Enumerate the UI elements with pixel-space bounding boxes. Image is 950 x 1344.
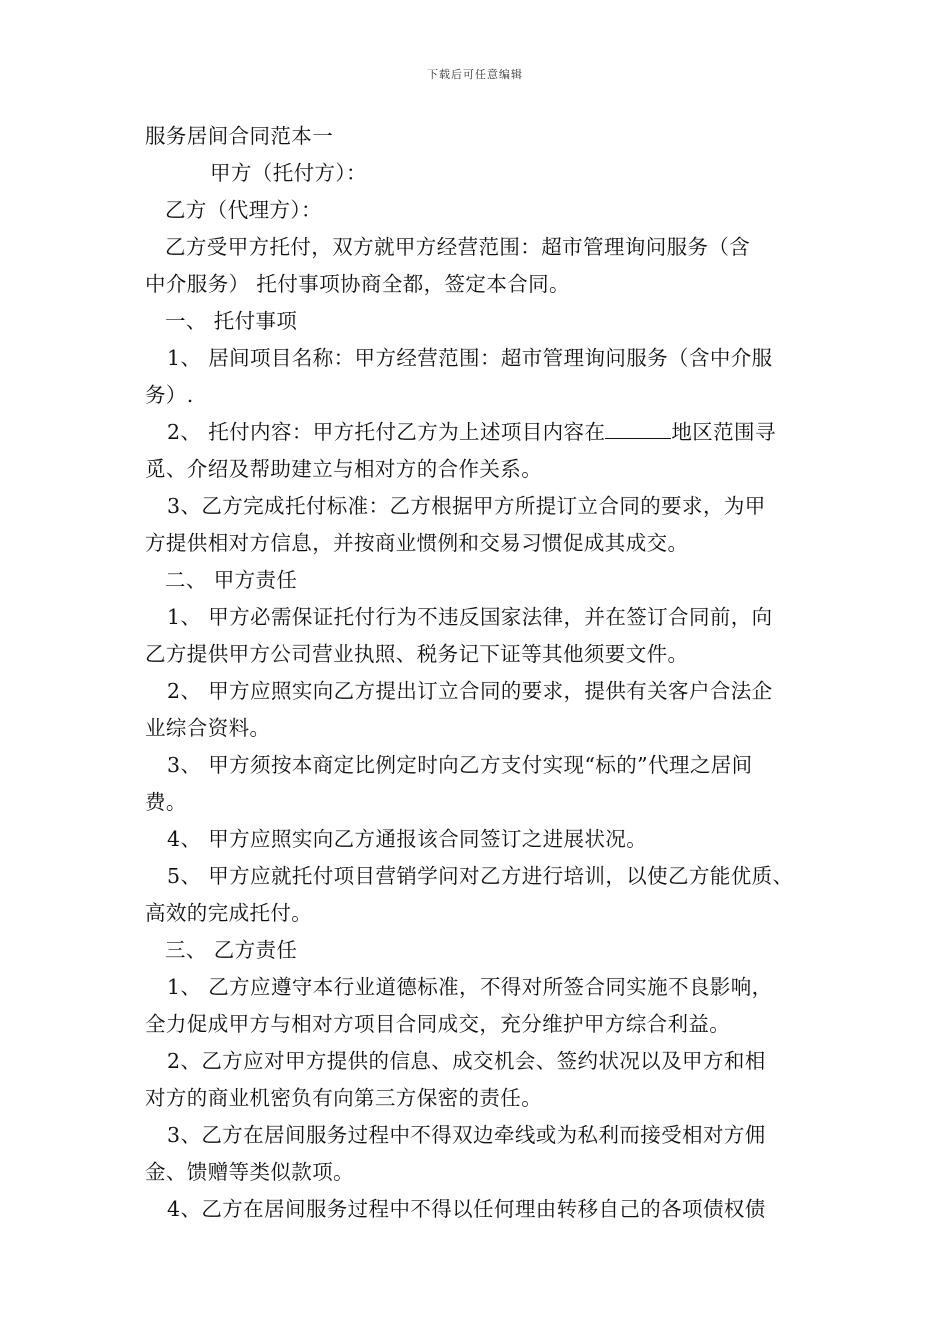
- clause-3-2-line-2: 对方的商业机密负有向第三方保密的责任。: [145, 1086, 543, 1110]
- clause-3-3-line-2: 金、馈赠等类似款项。: [145, 1160, 354, 1184]
- clause-2-2-line-2: 业综合资料。: [145, 716, 271, 740]
- clause-2-2-line-1: 2、 甲方应照实向乙方提出订立合同的要求，提供有关客户合法企: [167, 679, 773, 703]
- clause-2-3-line-1: 3、 甲方须按本商定比例定时向乙方支付实现“标的”代理之居间: [167, 753, 753, 777]
- clause-2-3-line-2: 费。: [145, 790, 187, 814]
- clause-2-4-line-1: 4、 甲方应照实向乙方通报该合同签订之进展状况。: [167, 827, 648, 851]
- clause-1-1-line-2: 务）.: [145, 383, 194, 407]
- clause-2-5-line-2: 高效的完成托付。: [145, 901, 313, 925]
- clause-1-2-text-a: 2、 托付内容：甲方托付乙方为上述项目内容在: [167, 420, 606, 444]
- document-body: [145, 118, 810, 1228]
- clause-3-1-line-2: 全力促成甲方与相对方项目合同成交，充分维护甲方综合利益。: [145, 1012, 731, 1036]
- preamble-line-2: 中介服务） 托付事项协商全都，签定本合同。: [145, 272, 570, 296]
- clause-1-1-line-1: 1、 居间项目名称：甲方经营范围：超市管理询问服务（含中介服: [167, 346, 773, 370]
- clause-1-2-line-1: [145, 414, 810, 451]
- section-heading-1: 一、 托付事项: [165, 309, 298, 333]
- clause-3-4-line-1: 4、乙方在居间服务过程中不得以任何理由转移自己的各项债权债: [167, 1197, 766, 1221]
- clause-2-5-line-1: 5、 甲方应就托付项目营销学问对乙方进行培训，以使乙方能优质、: [167, 864, 794, 888]
- clause-2-1-line-2: 乙方提供甲方公司营业执照、税务记下证等其他须要文件。: [145, 642, 689, 666]
- clause-1-3-line-2: 方提供相对方信息，并按商业惯例和交易习惯促成其成交。: [145, 531, 689, 555]
- clause-1-2-text-b: 地区范围寻: [671, 420, 776, 444]
- clause-2-1-line-1: 1、 甲方必需保证托付行为不违反国家法律，并在签订合同前，向: [167, 605, 773, 629]
- clause-3-3-line-1: 3、乙方在居间服务过程中不得双边牵线或为私利而接受相对方佣: [167, 1123, 766, 1147]
- clause-3-2-line-1: 2、乙方应对甲方提供的信息、成交机会、签约状况以及甲方和相: [167, 1049, 766, 1073]
- clause-1-2-line-2: 觅、介绍及帮助建立与相对方的合作关系。: [145, 457, 543, 481]
- blank-fill-line: [605, 418, 671, 439]
- header-note: 下载后可任意编辑: [427, 68, 523, 81]
- document-title: 服务居间合同范本一: [145, 124, 334, 148]
- clause-1-3-line-1: 3、乙方完成托付标准：乙方根据甲方所提订立合同的要求，为甲: [167, 494, 766, 518]
- section-heading-2: 二、 甲方责任: [165, 568, 298, 592]
- party-a-line: 甲方（托付方）：: [210, 161, 367, 185]
- section-heading-3: 三、 乙方责任: [165, 938, 298, 962]
- clause-3-1-line-1: 1、 乙方应遵守本行业道德标准，不得对所签合同实施不良影响，: [167, 975, 773, 999]
- preamble-line-1: 乙方受甲方托付，双方就甲方经营范围：超市管理询问服务（含: [165, 235, 751, 259]
- party-b-line: 乙方（代理方）：: [165, 198, 322, 222]
